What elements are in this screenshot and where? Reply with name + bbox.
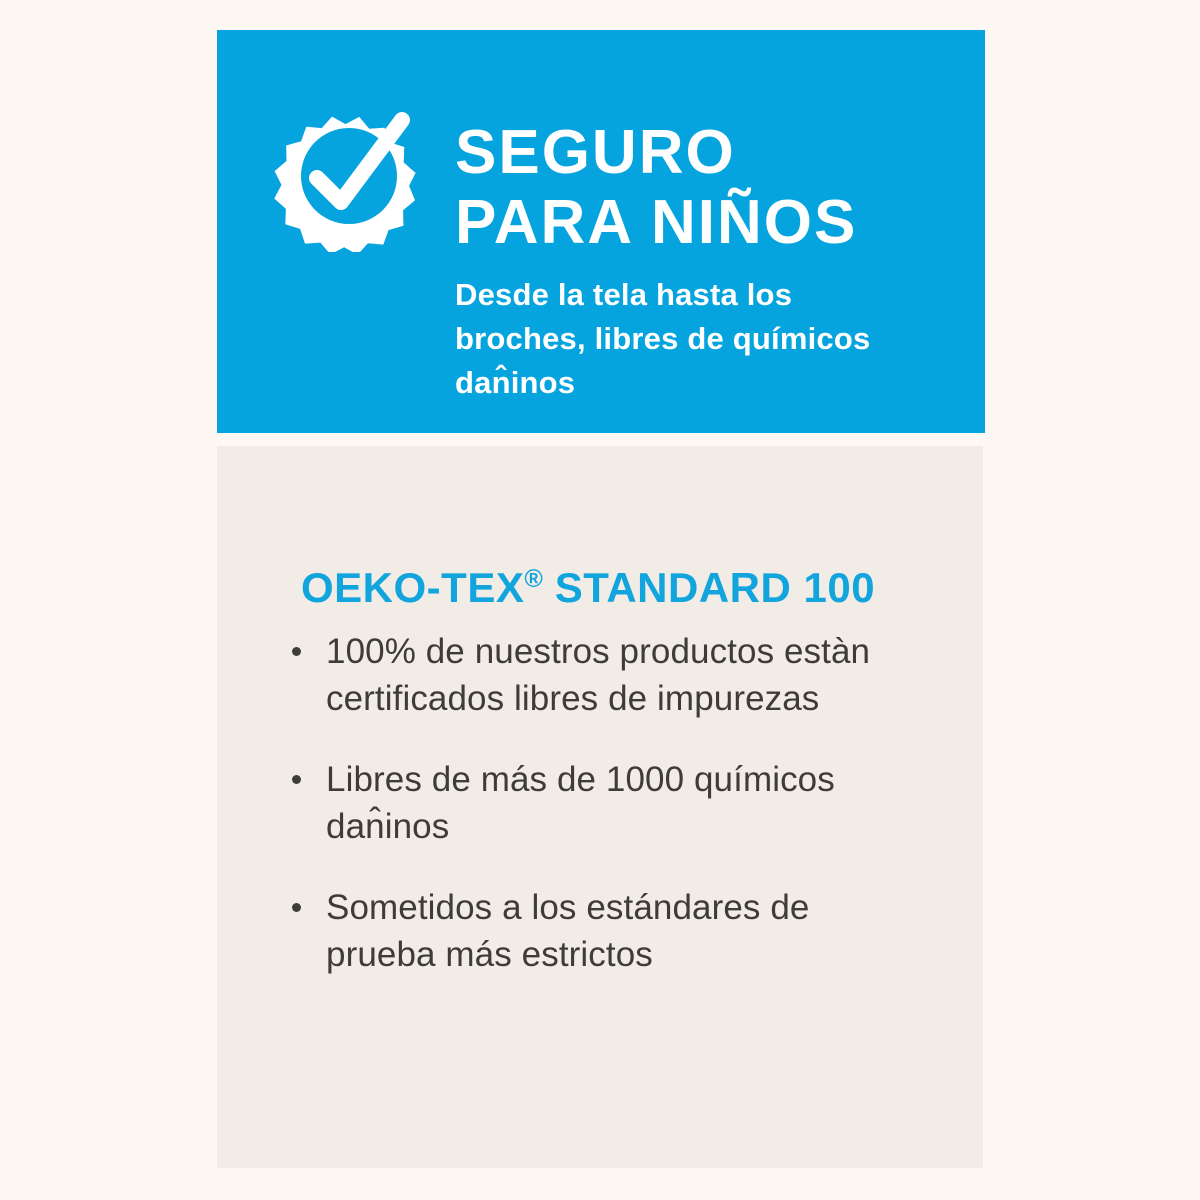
check-seal-icon: [269, 92, 429, 252]
bullet-3-line-2: prueba más estrictos: [326, 935, 653, 974]
hero-title: [455, 118, 857, 258]
registered-trademark-mark: ®: [524, 565, 543, 593]
section-heading-rest: STANDARD 100: [554, 564, 876, 611]
bullet-1-line-2: certificados libres de impurezas: [326, 679, 820, 718]
list-item: [290, 756, 930, 850]
bullet-dot: [292, 903, 301, 912]
bullet-2-line-1: Libres de más de 1000 químicos: [326, 760, 835, 799]
hero-subtitle-line-1: Desde la tela hasta los: [455, 277, 793, 312]
hero-subtitle-line-2: broches, libres de químicos: [455, 321, 871, 356]
list-item: [290, 884, 930, 978]
hero-title-line-2: PARA NIÑOS: [455, 188, 858, 257]
bullet-1-line-1: 100% de nuestros productos estàn: [326, 632, 871, 671]
section-heading: [301, 556, 875, 611]
hero-subtitle: [455, 273, 870, 405]
list-item: [290, 628, 930, 722]
bullet-list: [290, 628, 930, 1012]
hero-subtitle-line-3: dan̂inos: [455, 365, 576, 400]
info-panel: [217, 446, 983, 1168]
bullet-dot: [292, 647, 301, 656]
bullet-2-line-2: dan̂inos: [326, 807, 450, 846]
brand-name: OEKO-TEX: [301, 564, 525, 611]
bullet-dot: [292, 775, 301, 784]
bullet-3-line-1: Sometidos a los estándares de: [326, 888, 810, 927]
hero-title-line-1: SEGURO: [455, 118, 736, 187]
hero-banner: [217, 30, 985, 433]
